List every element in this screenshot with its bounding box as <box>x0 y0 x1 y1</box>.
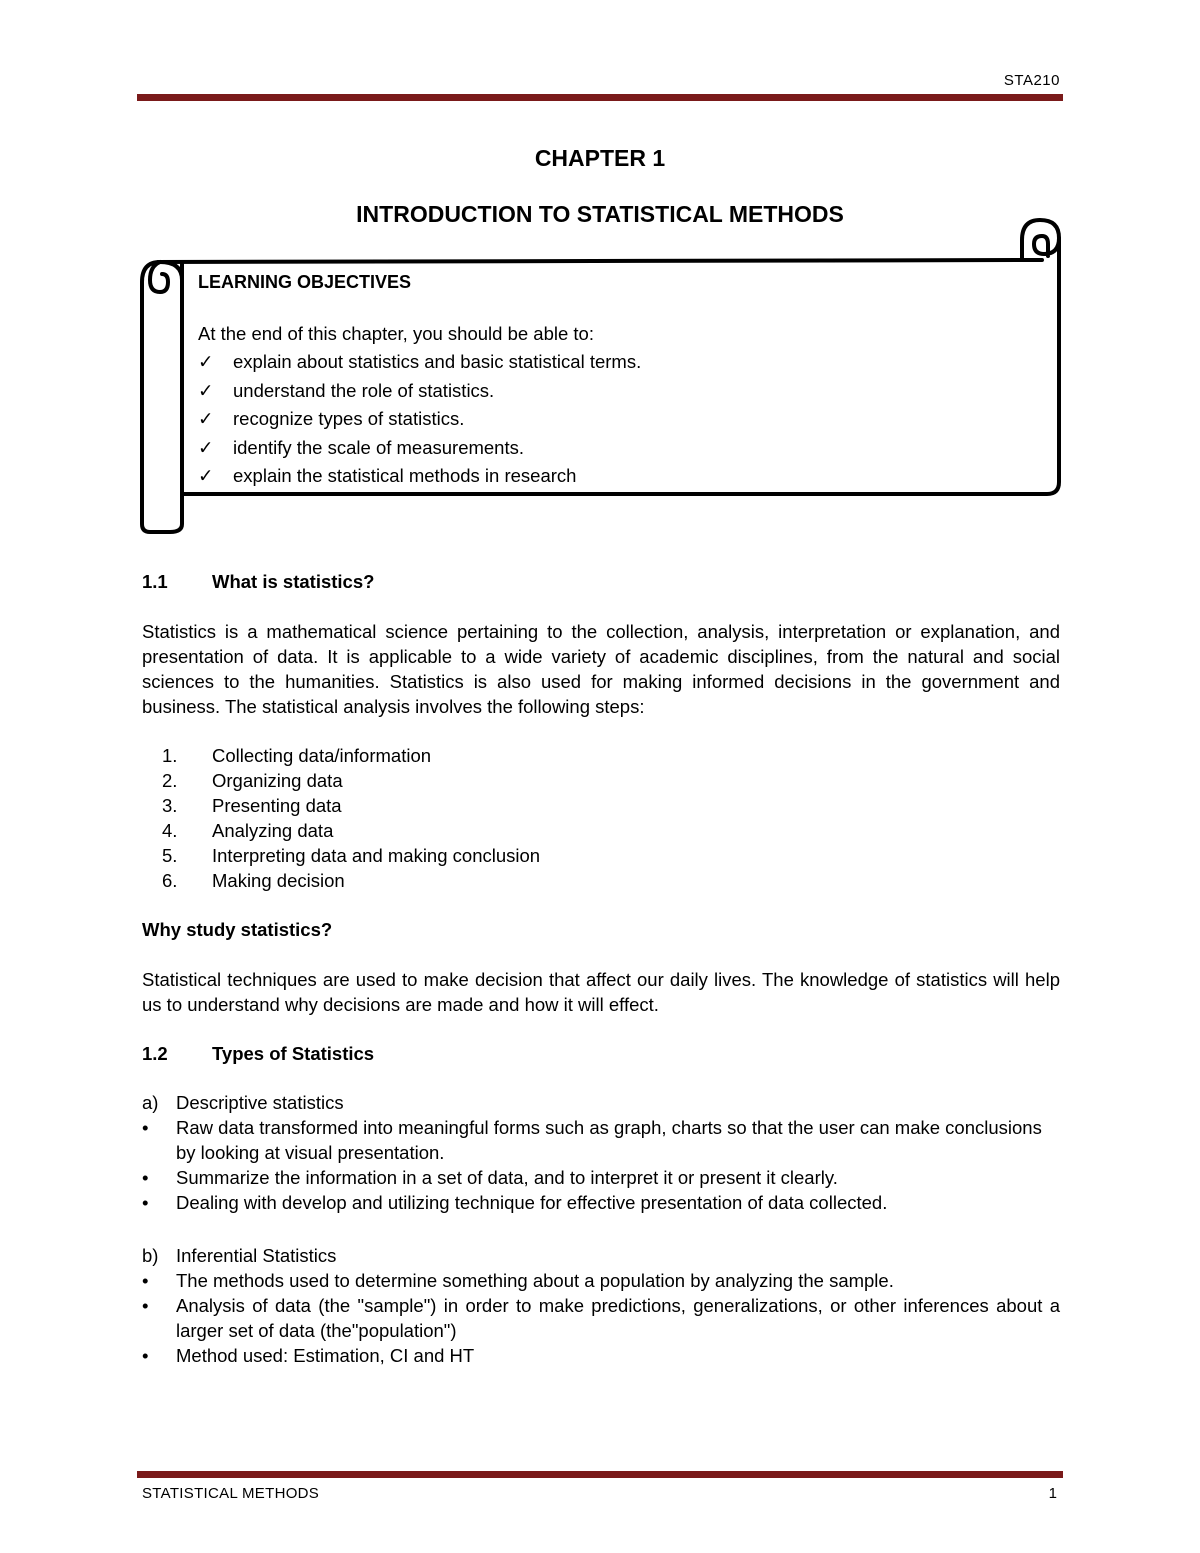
chapter-title: CHAPTER 1 <box>534 145 666 171</box>
step-item: 6. Making decision <box>162 870 345 891</box>
bullet-item: • Raw data transformed into meaningful forms such as graph, charts so that the user can make conclusions by looking at visual presentation. <box>142 1117 1042 1163</box>
bullet-icon: • <box>142 1167 149 1188</box>
step-item: 5. Interpreting data and making conclusion <box>162 845 541 866</box>
checkmark-icon: ✓ <box>198 436 214 458</box>
objective-item: ✓ explain about statistics and basic statistical terms. <box>198 348 1048 377</box>
step-item: 3. Presenting data <box>162 795 342 816</box>
bullet-item: • The methods used to determine something about a population by analyzing the sample. <box>142 1270 894 1291</box>
checkmark-icon: ✓ <box>198 351 214 372</box>
bullet-icon: • <box>142 1295 149 1316</box>
checkmark-icon: ✓ <box>198 408 214 429</box>
objective-item: ✓ understand the role of statistics. <box>198 377 1048 406</box>
step-item: 4. Analyzing data <box>162 820 334 841</box>
analysis-steps-list <box>142 743 1060 893</box>
why-study-paragraph: Statistical techniques are used to make decision that affect our daily lives. The knowledge of statistics will help us to understand why decisions are made and how it will effect. <box>142 969 1060 1015</box>
inferential-statistics <box>142 1243 1060 1368</box>
checkmark-icon: ✓ <box>198 465 214 486</box>
bullet-item: • Dealing with develop and utilizing technique for effective presentation of data collected. <box>142 1192 888 1213</box>
bullet-icon: • <box>142 1270 149 1291</box>
bullet-item: • Summarize the information in a set of data, and to interpret it or present it clearly. <box>142 1167 838 1188</box>
inferential-bullets <box>142 1268 1060 1368</box>
bullet-icon: • <box>142 1117 149 1138</box>
descriptive-statistics <box>142 1090 1060 1215</box>
objective-item: ✓ recognize types of statistics. <box>198 405 1048 434</box>
checkmark-icon: ✓ <box>198 379 214 401</box>
objectives-intro: At the end of this chapter, you should be able to: <box>198 322 594 344</box>
section-title: What is statistics? <box>212 571 375 592</box>
section-1-1-heading <box>142 569 1060 594</box>
page-number: 1 <box>1048 1485 1057 1502</box>
bullet-icon: • <box>142 1192 149 1213</box>
bullet-icon: • <box>142 1345 149 1366</box>
descriptive-heading: a) Descriptive statistics <box>142 1092 344 1113</box>
bullet-item: • Method used: Estimation, CI and HT <box>142 1345 475 1366</box>
objectives-list <box>198 348 1048 491</box>
learning-objectives <box>198 268 1048 491</box>
section-number: 1.1 <box>142 571 168 592</box>
section-number: 1.2 <box>142 1043 168 1064</box>
footer-title: STATISTICAL METHODS <box>142 1485 320 1502</box>
section-1-2-heading <box>142 1041 1060 1066</box>
section-1-1-paragraph: Statistics is a mathematical science pertaining to the collection, analysis, interpretation or explanation, and presentation of data. It is applicable to a wide variety of academic disciplines, from the natural and social sciences to the humanities. Statistics is also used for making informed decisions in the government and business. The statistical analysis involves the following steps: <box>142 621 1060 717</box>
footer-rule <box>137 1471 1063 1478</box>
objectives-heading: LEARNING OBJECTIVES <box>198 272 412 292</box>
step-item: 1. Collecting data/information <box>162 745 432 766</box>
header-rule <box>137 94 1063 101</box>
objective-item: ✓ explain the statistical methods in research <box>198 462 1048 491</box>
why-study-heading: Why study statistics? <box>142 919 333 940</box>
objective-item: ✓ identify the scale of measurements. <box>198 434 1048 463</box>
bullet-item: • Analysis of data (the "sample") in order to make predictions, generalizations, or other inferences about a larger set of data (the"population") <box>142 1295 1060 1341</box>
header-course-code: STA210 <box>1003 72 1060 89</box>
section-title: Types of Statistics <box>212 1043 375 1064</box>
chapter-subtitle: INTRODUCTION TO STATISTICAL METHODS <box>356 201 844 227</box>
inferential-heading: b) Inferential Statistics <box>142 1245 337 1266</box>
step-item: 2. Organizing data <box>162 770 343 791</box>
descriptive-bullets <box>142 1115 1060 1215</box>
